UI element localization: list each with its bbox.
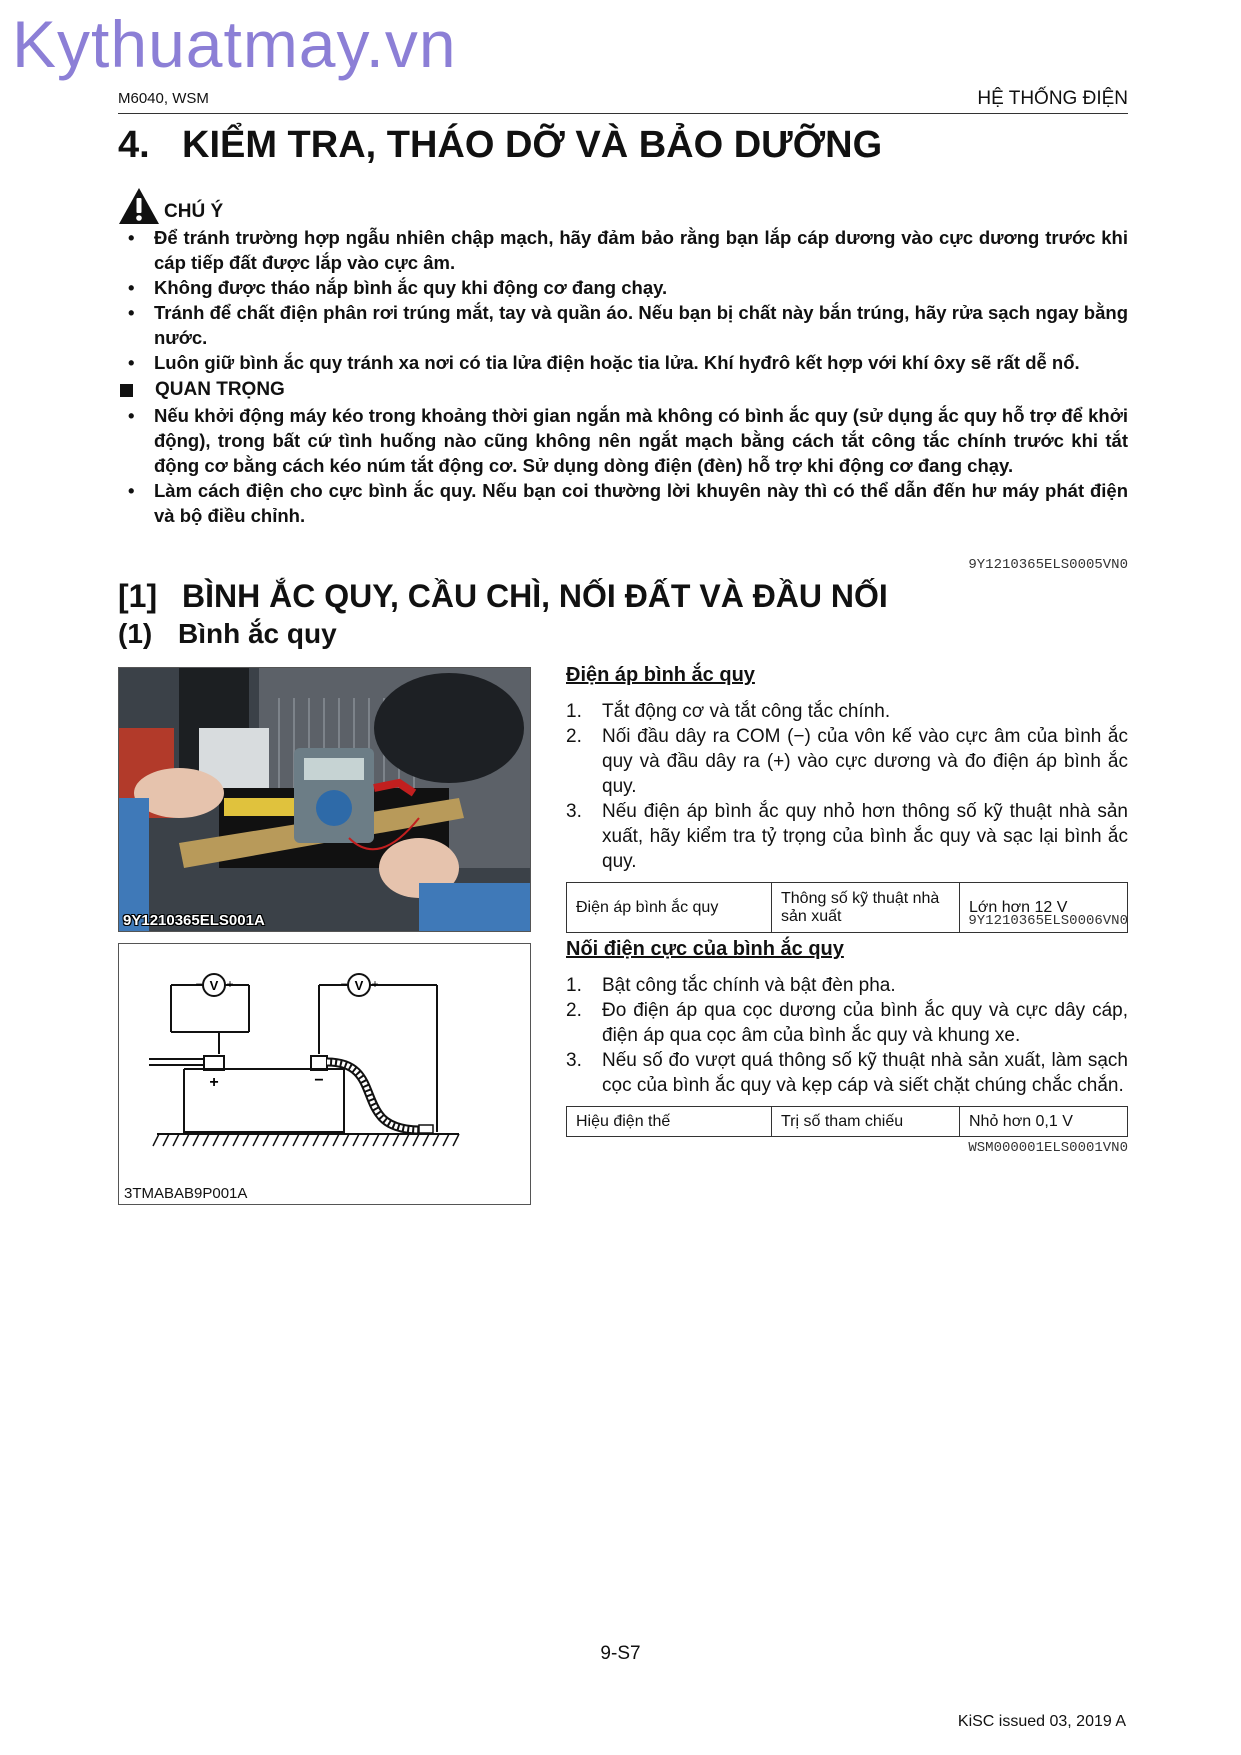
diagram-caption: 3TMABAB9P001A [124,1185,248,1202]
svg-text:V: V [354,978,364,993]
svg-text:V: V [209,978,219,993]
list-item: • Tránh để chất điện phân rơi trúng mắt, tay và quần áo. Nếu bạn bị chất này bắn trúng, hãy rửa sạch ngay bằng nước. [118,300,1128,350]
list-item: • Luôn giữ bình ắc quy tránh xa nơi có tia lửa điện hoặc tia lửa. Khí hyđrô kết hợp với khí ôxy sẽ rất dễ nổ. [118,350,1128,375]
list-item: 3. Nếu số đo vượt quá thông số kỹ thuật nhà sản xuất, làm sạch cọc của bình ắc quy và kẹp cáp và siết chặt chúng chắc chắn. [566,1050,1128,1096]
terminal-check-section [566,938,1128,1137]
terminal-check-heading: Nối điện cực của bình ắc quy [566,938,844,960]
table-cell: Hiệu điện thế [567,1107,772,1137]
header-rule [118,113,1128,114]
list-item: • Nếu khởi động máy kéo trong khoảng thời gian ngắn mà không có bình ắc quy (sử dụng ắc quy hỗ trợ để khởi động), trong bất cứ tình huống nào cũng không nên ngắt mạch bằng cách tắt công tắc chính trước khi tắt động cơ bằng cách kéo núm tắt động cơ. Sử dụng dòng điện (đèn) hỗ trợ khi động cơ đang chạy. [118,403,1128,478]
important-list [118,403,1128,528]
svg-text:−: − [195,977,203,991]
section-number: [1] [118,578,158,614]
reference-code: WSM000001ELS0001VN0 [968,1140,1128,1156]
page-title-text: KIỂM TRA, THÁO DỠ VÀ BẢO DƯỠNG [182,124,883,166]
battery-wiring-diagram [119,944,532,1206]
svg-text:+: + [209,1074,219,1091]
voltage-check-section [566,664,1128,933]
list-item: 2. Nối đầu dây ra COM (−) của vôn kế vào cực âm của bình ắc quy và đầu dây ra (+) vào cực dương và đo điện áp bình ắc quy. [566,726,1128,797]
important-label: QUAN TRỌNG [155,379,285,400]
table-cell: Nhỏ hơn 0,1 V [960,1107,1128,1137]
page-title-number: 4. [118,124,150,166]
voltage-check-heading: Điện áp bình ắc quy [566,664,755,686]
caution-label: CHÚ Ý [164,201,224,222]
reference-code: 9Y1210365ELS0006VN0 [968,913,1128,929]
subsection-number: (1) [118,618,153,649]
svg-text:−: − [314,1072,324,1089]
important-header [118,377,1128,403]
header-section: HỆ THỐNG ĐIỆN [977,88,1128,109]
table-cell: Lớn hơn 12 V [960,883,1128,933]
list-item: • Không được tháo nắp bình ắc quy khi động cơ đang chạy. [118,275,1128,300]
battery-photo [118,667,531,932]
list-item: 1. Bật công tắc chính và bật đèn pha. [566,975,896,996]
issue-note: KiSC issued 03, 2019 A [957,1713,1126,1730]
svg-text:−: − [340,977,348,991]
watermark: Kythuatmay.vn [12,7,457,81]
list-item: 2. Đo điện áp qua cọc dương của bình ắc quy và cực dây cáp, điện áp qua cọc âm của bình ắc quy và khung xe. [566,1000,1128,1046]
section-text: BÌNH ẮC QUY, CẦU CHÌ, NỐI ĐẤT VÀ ĐẦU NỐI [182,578,888,614]
header-model: M6040, WSM [118,90,209,107]
list-item: 3. Nếu điện áp bình ắc quy nhỏ hơn thông số kỹ thuật nhà sản xuất, hãy kiểm tra tỷ trọng của bình ắc quy và sạc lại bình ắc quy. [566,801,1128,872]
warning-icon [118,187,160,225]
page-title [118,124,882,167]
table-cell: Trị số tham chiếu [772,1107,960,1137]
square-bullet-icon [120,384,133,397]
subsection-title [118,618,337,650]
battery-diagram [118,943,531,1205]
caution-block [118,185,1128,528]
subsection-text: Bình ắc quy [178,618,337,649]
caution-header [118,185,1128,225]
photo-caption: 9Y1210365ELS001A [123,912,265,929]
voltage-check-steps [566,699,1128,874]
list-item: 1. Tắt động cơ và tắt công tắc chính. [566,701,891,722]
battery-photo-illustration [119,668,531,932]
caution-list [118,225,1128,375]
svg-text:+: + [371,977,379,991]
page-number: 9-S7 [600,1643,641,1664]
terminal-check-steps [566,973,1128,1098]
list-item: • Để tránh trường hợp ngẫu nhiên chập mạch, hãy đảm bảo rằng bạn lắp cáp dương vào cực dương trước khi cáp tiếp đất được lắp vào cực âm. [118,225,1128,275]
table-cell: Điện áp bình ắc quy [567,883,772,933]
terminal-spec-table [566,1106,1128,1137]
section-title [118,578,888,615]
svg-text:+: + [226,977,234,991]
table-cell: Thông số kỹ thuật nhà sản xuất [772,883,960,933]
table-row [567,1107,1128,1137]
reference-code: 9Y1210365ELS0005VN0 [968,557,1128,573]
list-item: • Làm cách điện cho cực bình ắc quy. Nếu bạn coi thường lời khuyên này thì có thể dẫn đến hư máy phát điện và bộ điều chỉnh. [118,478,1128,528]
